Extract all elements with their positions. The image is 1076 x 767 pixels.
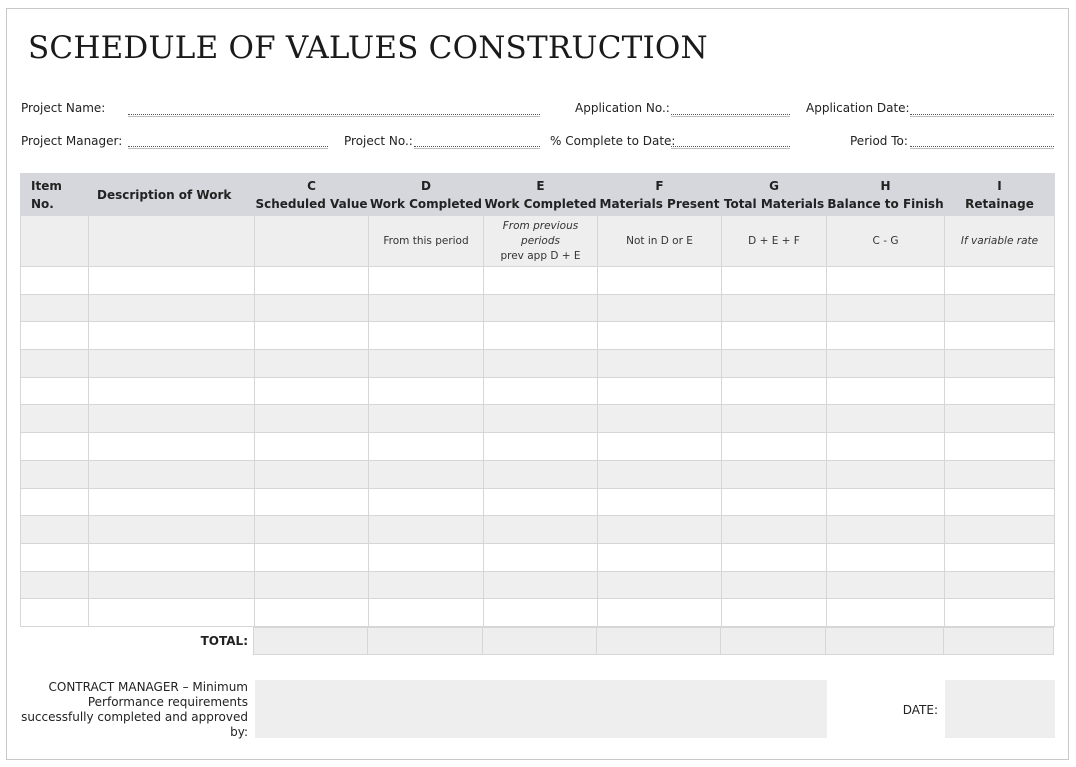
table-cell[interactable] xyxy=(484,294,598,322)
schedule-table xyxy=(20,173,1055,627)
table-row xyxy=(21,571,1055,599)
table-cell[interactable] xyxy=(722,322,827,350)
table-cell[interactable] xyxy=(484,267,598,295)
col-header-description: Description of Work xyxy=(89,174,255,216)
table-cell[interactable] xyxy=(484,460,598,488)
table-cell[interactable] xyxy=(598,516,722,544)
table-cell[interactable] xyxy=(484,488,598,516)
col-header-c: C Scheduled Value xyxy=(255,174,369,216)
table-cell[interactable] xyxy=(722,294,827,322)
contract-manager-label: CONTRACT MANAGER – Minimum Performance requirements successfully completed and approved by: xyxy=(21,680,248,739)
table-cell[interactable] xyxy=(255,405,369,433)
table-cell[interactable] xyxy=(369,488,484,516)
table-cell[interactable] xyxy=(598,433,722,461)
table-cell[interactable] xyxy=(827,599,945,627)
table-cell[interactable] xyxy=(945,460,1055,488)
table-cell[interactable] xyxy=(21,516,89,544)
table-cell[interactable] xyxy=(722,405,827,433)
col-header-i: I Retainage xyxy=(945,174,1055,216)
table-cell[interactable] xyxy=(21,599,89,627)
table-cell[interactable] xyxy=(369,433,484,461)
table-cell[interactable] xyxy=(21,433,89,461)
table-cell[interactable] xyxy=(945,350,1055,378)
table-cell[interactable] xyxy=(369,516,484,544)
total-cell-i[interactable] xyxy=(943,627,1054,655)
table-cell[interactable] xyxy=(21,543,89,571)
table-cell[interactable] xyxy=(89,488,255,516)
table-cell[interactable] xyxy=(722,377,827,405)
table-cell[interactable] xyxy=(255,460,369,488)
table-cell[interactable] xyxy=(722,350,827,378)
table-cell[interactable] xyxy=(21,571,89,599)
table-cell[interactable] xyxy=(722,433,827,461)
table-row xyxy=(21,488,1055,516)
table-cell[interactable] xyxy=(945,322,1055,350)
table-cell[interactable] xyxy=(369,460,484,488)
note-c xyxy=(255,216,369,267)
page-title: SCHEDULE OF VALUES CONSTRUCTION xyxy=(28,30,708,66)
table-cell[interactable] xyxy=(21,460,89,488)
table-cell[interactable] xyxy=(89,433,255,461)
table-cell[interactable] xyxy=(598,488,722,516)
note-g: D + E + F xyxy=(722,216,827,267)
table-cell[interactable] xyxy=(827,571,945,599)
application-date-label: Application Date: xyxy=(806,101,910,115)
col-header-e: E Work Completed xyxy=(484,174,598,216)
table-cell[interactable] xyxy=(722,516,827,544)
period-to-field[interactable] xyxy=(910,146,1054,147)
table-cell[interactable] xyxy=(945,571,1055,599)
table-cell[interactable] xyxy=(945,516,1055,544)
note-f: Not in D or E xyxy=(598,216,722,267)
note-description xyxy=(89,216,255,267)
table-cell[interactable] xyxy=(89,405,255,433)
table-cell[interactable] xyxy=(89,377,255,405)
table-cell[interactable] xyxy=(827,267,945,295)
total-row xyxy=(254,627,1054,655)
table-cell[interactable] xyxy=(255,294,369,322)
table-cell[interactable] xyxy=(255,433,369,461)
table-cell[interactable] xyxy=(21,405,89,433)
table-cell[interactable] xyxy=(945,294,1055,322)
project-no-label: Project No.: xyxy=(344,134,413,148)
table-cell[interactable] xyxy=(598,599,722,627)
table-row xyxy=(21,405,1055,433)
table-cell[interactable] xyxy=(369,599,484,627)
table-row xyxy=(21,543,1055,571)
table-cell[interactable] xyxy=(945,433,1055,461)
total-cell-g[interactable] xyxy=(720,627,826,655)
total-cell-f[interactable] xyxy=(596,627,721,655)
table-cell[interactable] xyxy=(89,599,255,627)
table-cell[interactable] xyxy=(598,294,722,322)
table-cell[interactable] xyxy=(484,405,598,433)
table-cell[interactable] xyxy=(89,350,255,378)
table-cell[interactable] xyxy=(598,460,722,488)
table-cell[interactable] xyxy=(722,488,827,516)
note-h: C - G xyxy=(827,216,945,267)
total-cell-c[interactable] xyxy=(253,627,368,655)
application-no-field[interactable] xyxy=(671,114,790,115)
project-no-field[interactable] xyxy=(414,146,540,147)
application-no-label: Application No.: xyxy=(575,101,670,115)
table-cell[interactable] xyxy=(369,377,484,405)
table-cell[interactable] xyxy=(484,433,598,461)
table-row xyxy=(21,599,1055,627)
table-cell[interactable] xyxy=(255,599,369,627)
table-cell[interactable] xyxy=(484,516,598,544)
table-row xyxy=(21,322,1055,350)
table-cell[interactable] xyxy=(484,543,598,571)
note-e: From previous periods prev app D + E xyxy=(484,216,598,267)
table-cell[interactable] xyxy=(945,377,1055,405)
table-cell[interactable] xyxy=(827,294,945,322)
total-cell-d[interactable] xyxy=(367,627,483,655)
col-header-h: H Balance to Finish xyxy=(827,174,945,216)
table-cell[interactable] xyxy=(369,350,484,378)
project-manager-label: Project Manager: xyxy=(21,134,123,148)
project-manager-field[interactable] xyxy=(128,146,328,147)
table-cell[interactable] xyxy=(722,543,827,571)
table-cell[interactable] xyxy=(255,267,369,295)
table-cell[interactable] xyxy=(722,571,827,599)
total-cell-e[interactable] xyxy=(482,627,597,655)
table-cell[interactable] xyxy=(598,543,722,571)
table-cell[interactable] xyxy=(484,322,598,350)
table-cell[interactable] xyxy=(255,543,369,571)
table-cell[interactable] xyxy=(89,294,255,322)
table-cell[interactable] xyxy=(255,377,369,405)
table-cell[interactable] xyxy=(827,488,945,516)
table-cell[interactable] xyxy=(255,516,369,544)
table-cell[interactable] xyxy=(21,377,89,405)
table-cell[interactable] xyxy=(598,267,722,295)
table-cell[interactable] xyxy=(255,571,369,599)
table-cell[interactable] xyxy=(89,516,255,544)
table-cell[interactable] xyxy=(255,322,369,350)
table-cell[interactable] xyxy=(827,377,945,405)
table-cell[interactable] xyxy=(369,267,484,295)
table-cell[interactable] xyxy=(827,405,945,433)
table-row xyxy=(21,267,1055,295)
col-header-d: D Work Completed xyxy=(369,174,484,216)
table-cell[interactable] xyxy=(827,350,945,378)
date-field[interactable] xyxy=(945,680,1055,738)
note-d: From this period xyxy=(369,216,484,267)
table-row xyxy=(21,350,1055,378)
table-cell[interactable] xyxy=(945,405,1055,433)
table-cell[interactable] xyxy=(255,488,369,516)
table-row xyxy=(21,294,1055,322)
table-cell[interactable] xyxy=(827,516,945,544)
table-cell[interactable] xyxy=(89,322,255,350)
date-label: DATE: xyxy=(902,703,938,717)
table-cell[interactable] xyxy=(598,350,722,378)
table-cell[interactable] xyxy=(369,294,484,322)
complete-to-date-label: % Complete to Date: xyxy=(550,134,676,148)
table-cell[interactable] xyxy=(21,267,89,295)
table-cell[interactable] xyxy=(369,405,484,433)
table-cell[interactable] xyxy=(89,543,255,571)
table-cell[interactable] xyxy=(945,267,1055,295)
table-cell[interactable] xyxy=(945,488,1055,516)
table-cell[interactable] xyxy=(945,599,1055,627)
table-row xyxy=(21,433,1055,461)
table-cell[interactable] xyxy=(89,460,255,488)
contract-manager-signature-field[interactable] xyxy=(255,680,827,738)
table-cell[interactable] xyxy=(722,599,827,627)
note-i: If variable rate xyxy=(945,216,1055,267)
table-row xyxy=(21,377,1055,405)
col-header-f: F Materials Present xyxy=(598,174,722,216)
table-cell[interactable] xyxy=(598,571,722,599)
table-cell[interactable] xyxy=(21,294,89,322)
table-cell[interactable] xyxy=(484,377,598,405)
total-label: TOTAL: xyxy=(200,634,248,648)
complete-to-date-field[interactable] xyxy=(671,146,790,147)
table-cell[interactable] xyxy=(598,377,722,405)
table-cell[interactable] xyxy=(827,433,945,461)
col-header-item-no: Item No. xyxy=(21,174,89,216)
table-cell[interactable] xyxy=(945,543,1055,571)
table-cell[interactable] xyxy=(722,267,827,295)
table-cell[interactable] xyxy=(255,350,369,378)
table-cell[interactable] xyxy=(598,405,722,433)
table-cell[interactable] xyxy=(89,267,255,295)
col-header-g: G Total Materials xyxy=(722,174,827,216)
table-cell[interactable] xyxy=(722,460,827,488)
table-cell[interactable] xyxy=(598,322,722,350)
application-date-field[interactable] xyxy=(910,114,1054,115)
table-cell[interactable] xyxy=(827,460,945,488)
table-cell[interactable] xyxy=(827,322,945,350)
table-cell[interactable] xyxy=(21,488,89,516)
total-cell-h[interactable] xyxy=(825,627,944,655)
note-item-no xyxy=(21,216,89,267)
project-name-label: Project Name: xyxy=(21,101,106,115)
table-cell[interactable] xyxy=(369,322,484,350)
project-name-field[interactable] xyxy=(128,114,540,115)
table-row xyxy=(21,516,1055,544)
table-cell[interactable] xyxy=(484,599,598,627)
table-cell[interactable] xyxy=(21,322,89,350)
table-row xyxy=(21,460,1055,488)
table-cell[interactable] xyxy=(484,571,598,599)
table-cell[interactable] xyxy=(827,543,945,571)
table-cell[interactable] xyxy=(369,571,484,599)
table-cell[interactable] xyxy=(484,350,598,378)
table-cell[interactable] xyxy=(21,350,89,378)
period-to-label: Period To: xyxy=(850,134,908,148)
table-cell[interactable] xyxy=(369,543,484,571)
table-cell[interactable] xyxy=(89,571,255,599)
